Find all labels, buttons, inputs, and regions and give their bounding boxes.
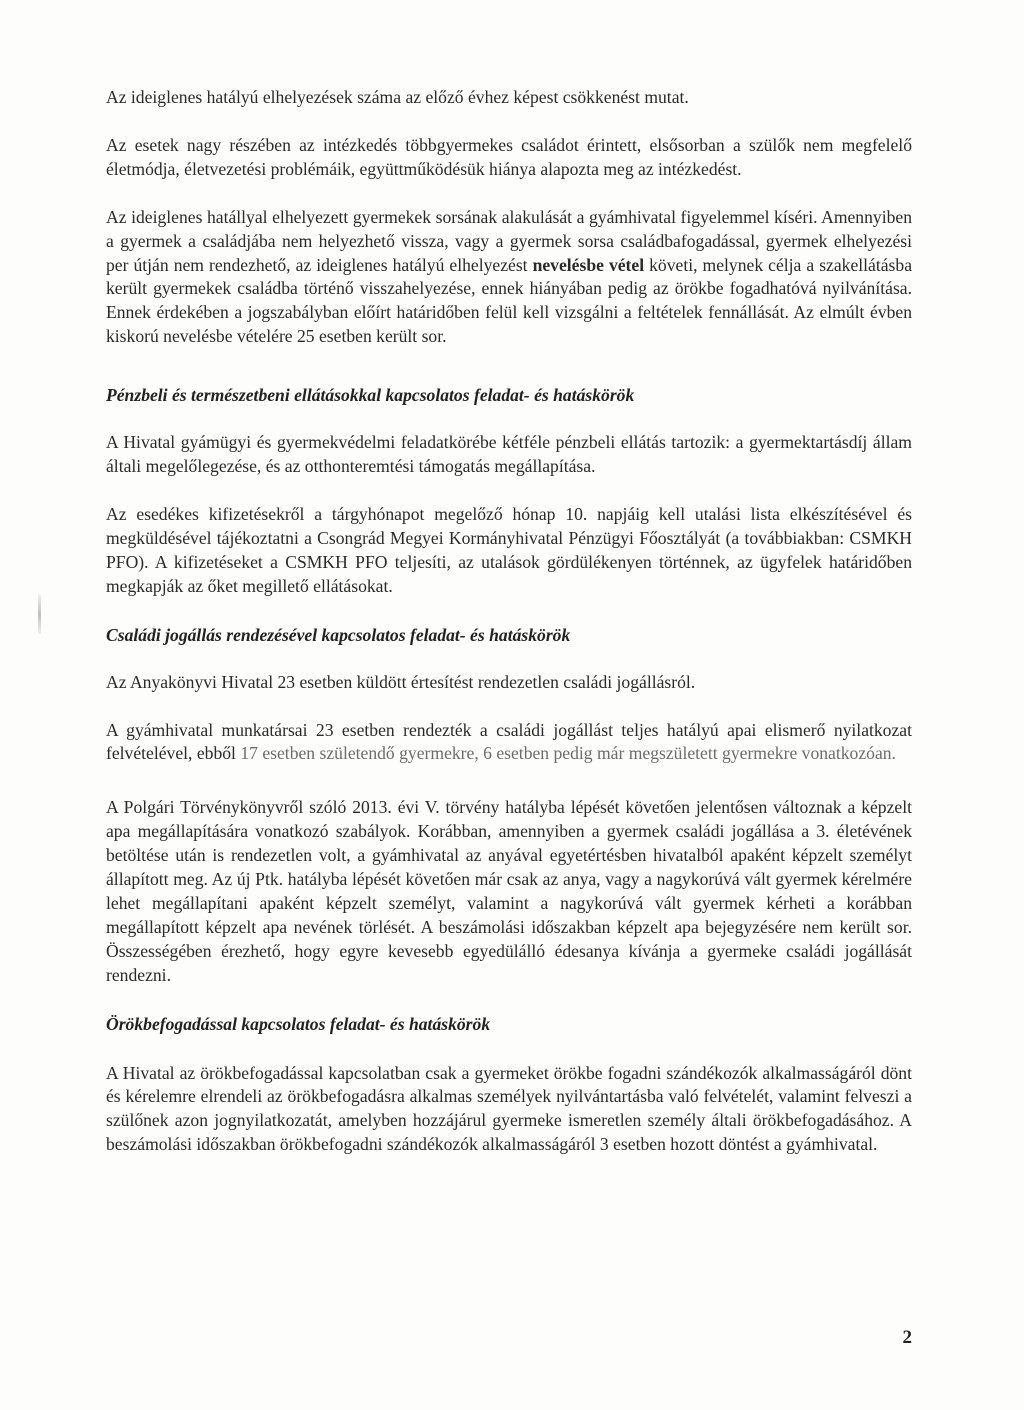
- section-heading-family-status: Családi jogállás rendezésével kapcsolatos feladat- és hatáskörök: [106, 624, 571, 645]
- paragraph-custody-followup-part1: Az ideiglenes hatállyal elhelyezett gyermekek sorsának alakulását a gyámhivatal figyelemmel kíséri. Amennyiben a gyermek a családjába nem helyezhető vissza, vagy a gyermek sorsa családbafogadással, gyermek elhelyezési per útján nem rendezhető, az ideiglenes hatályú elhelyezést: [106, 206, 912, 275]
- paragraph-payments: Az esedékes kifizetésekről a tárgyhónapot megelőző hónap 10. napjáig kell utalási lista elkészítésével és megküldésével tájékoztatni a Csongrád Megyei Kormányhivatal Pénzügyi Főosztályát (a továbbiakban: CSMKH PFO). A kifizetéseket a CSMKH PFO teljesíti, az utalások gördülékenyen történnek, az ügyfelek határidőben megkapják az őket megillető ellátásokat.: [106, 503, 912, 596]
- paragraph-benefit-types: A Hivatal gyámügyi és gyermekvédelmi feladatkörébe kétféle pénzbeli ellátás tartozik: a gyermektartásdíj állam általi megelőlegezése, és az otthonteremtési támogatás megállapítása.: [106, 432, 912, 477]
- paragraph-temporary-placements: Az ideiglenes hatályú elhelyezések száma az előző évhez képest csökkenést mutat.: [106, 87, 689, 107]
- paragraph-paternity-acknowledgments: [106, 719, 912, 767]
- paragraph-multichild-families: Az esetek nagy részében az intézkedés többgyermekes családot érintett, elsősorban a szülők nem megfelelő életmódja, életvezetési problémáik, együttműködésük hiánya alapozta meg az intézkedést.: [106, 134, 912, 179]
- paragraph-paternity-part2: 17 esetben születendő gyermekre, 6 esetben pedig már megszületett gyermekre vonatkozóan.: [240, 743, 896, 764]
- section-heading-adoption: Örökbefogadással kapcsolatos feladat- és hatáskörök: [106, 1013, 491, 1034]
- section-heading-financial-benefits: Pénzbeli és természetbeni ellátásokkal kapcsolatos feladat- és hatáskörök: [106, 385, 635, 406]
- paragraph-civil-code-changes: A Polgári Törvénykönyvről szóló 2013. évi V. törvény hatályba lépését követően jelentősen változnak a képzelt apa megállapítására vonatkozó szabályok. Korábban, amennyiben a gyermek családi jogállása a 3. életévének betöltése után is rendezetlen volt, a gyámhivatal az anyával egyetértésben hivatalból apaként képzelt személyt állapított meg. Az új Ptk. hatályba lépését követően már csak az anya, vagy a nagykorúvá vált gyermek kérelmére lehet megállapítani apaként képzelt személyt, valamint a nagykorúvá vált gyermek kérheti a korábban megállapított képzelt apa nevének törlését. A beszámolási időszakban képzelt apa bejegyzésére nem került sor. Összességében érezhető, hogy egyre kevesebb egyedülálló édesanya kívánja a gyermeke családi jogállását rendezni.: [106, 797, 912, 985]
- paragraph-custody-followup-part2: követi, melynek célja a szakellátásba került gyermekek családba történő visszahelyezése, ennek hiányában pedig az örökbe fogadhatóvá nyilvánítása. Ennek érdekében a jogszabályban előírt határidőben felül kell vizsgálni a feltételek fennállását. Az elmúlt évben kiskorú nevelésbe vételére 25 esetben került sor.: [106, 254, 912, 347]
- page-number: 2: [902, 1327, 912, 1348]
- scan-artifact: [38, 594, 41, 634]
- emphasis-nevelesbe-vetel: nevelésbe vétel: [532, 254, 645, 275]
- paragraph-paternity-part1: A gyámhivatal munkatársai 23 esetben rendezték a családi jogállást teljes hatályú apai elismerő nyilatkozat felvételével, ebből: [106, 719, 912, 764]
- paragraph-custody-followup: [106, 206, 912, 349]
- document-body: [106, 86, 912, 1157]
- paragraph-adoption: A Hivatal az örökbefogadással kapcsolatban csak a gyermeket örökbe fogadni szándékozók alkalmasságáról dönt és kérelemre elrendeli az örökbefogadásra alkalmas személyek nyilvántartásba való felvételét, valamint felveszi a szülőnek azon jognyilatkozatát, amelyben hozzájárul gyermeke ismeretlen személy általi örökbefogadásához. A beszámolási időszakban örökbefogadni szándékozók alkalmasságáról 3 esetben hozott döntést a gyámhivatal.: [106, 1062, 912, 1155]
- paragraph-registry-notices: Az Anyakönyvi Hivatal 23 esetben küldött értesítést rendezetlen családi jogállásról.: [106, 671, 696, 692]
